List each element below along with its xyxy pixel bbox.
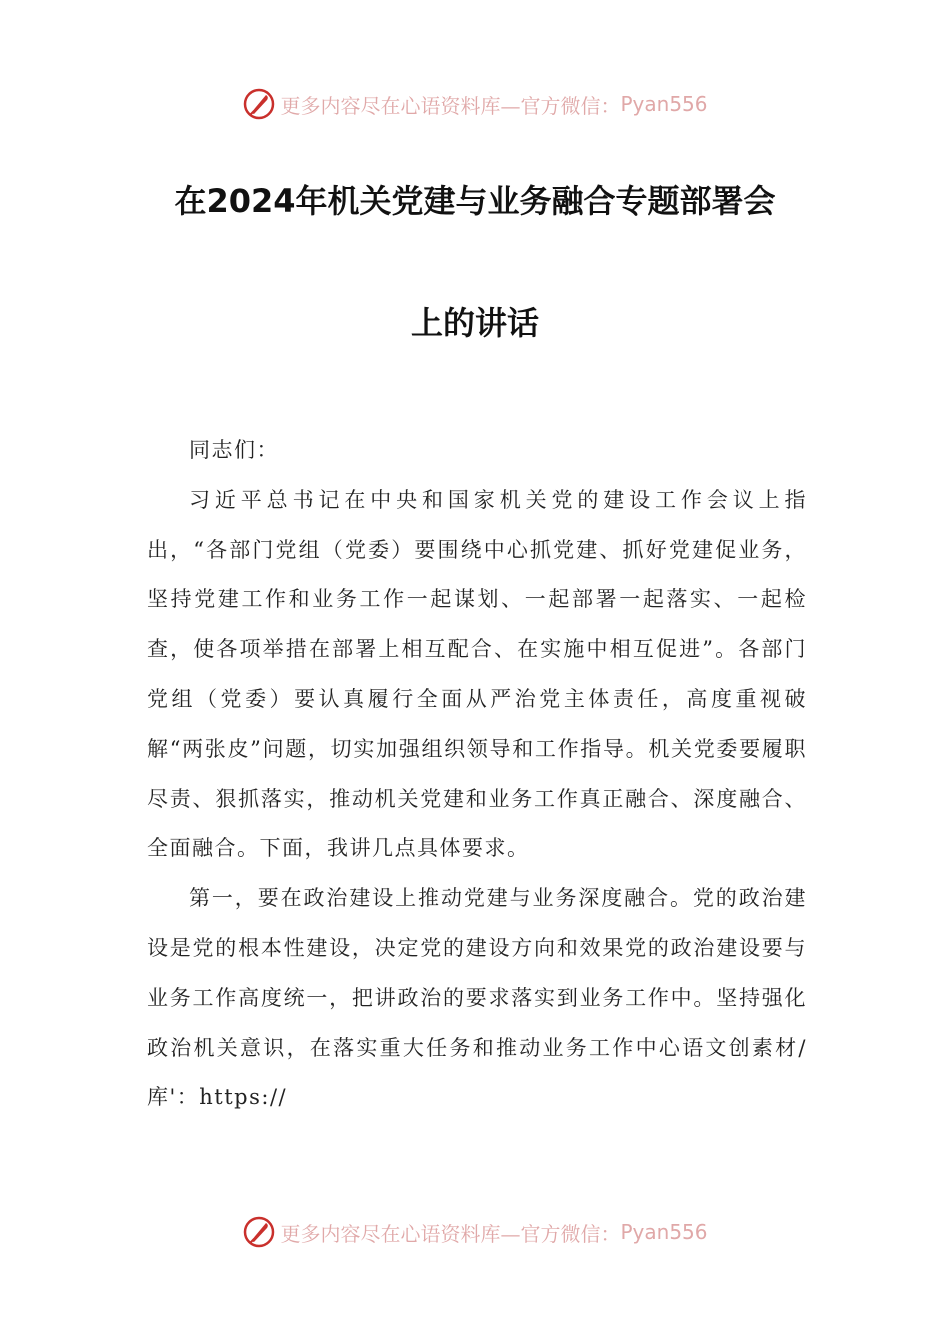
footer-banner-text: 更多内容尽在心语资料库—官方微信： [280,1221,621,1246]
header-banner-text: 更多内容尽在心语资料库—官方微信： [280,93,621,118]
footer-banner-wechat: Pyan556 [620,1220,708,1244]
paragraph-2: 第一，要在政治建设上推动党建与业务深度融合。党的政治建设是党的根本性建设，决定党的建设方向和效果党的政治建设要与业务工作高度统一，把讲政治的要求落实到业务工作中。坚持强化政治机关意识，在落实重大任务和推动业务工作中心语文创素材/库'：https:// [147,886,807,1110]
page-title-line-2: 上的讲话 [410,304,539,342]
greeting: 同志们： [189,438,279,462]
quill-pen-logo-icon [242,87,276,121]
quill-pen-logo-icon [242,1215,276,1249]
speech-body [147,426,807,1123]
header-watermark-banner [0,84,950,124]
header-banner-wechat: Pyan556 [620,92,708,116]
footer-watermark-banner [0,1212,950,1252]
paragraph-1: 习近平总书记在中央和国家机关党的建设工作会议上指出，“各部门党组（党委）要围绕中心抓党建、抓好党建促业务，坚持党建工作和业务工作一起谋划、一起部署一起落实、一起检查，使各项举措在部署上相互配合、在实施中相互促进”。各部门党组（党委）要认真履行全面从严治党主体责任，高度重视破解“两张皮”问题，切实加强组织领导和工作指导。机关党委要履职尽责、狠抓落实，推动机关党建和业务工作真正融合、深度融合、全面融合。下面，我讲几点具体要求。 [147,487,807,861]
page-title-line-1: 在2024年机关党建与业务融合专题部署会 [174,182,776,220]
